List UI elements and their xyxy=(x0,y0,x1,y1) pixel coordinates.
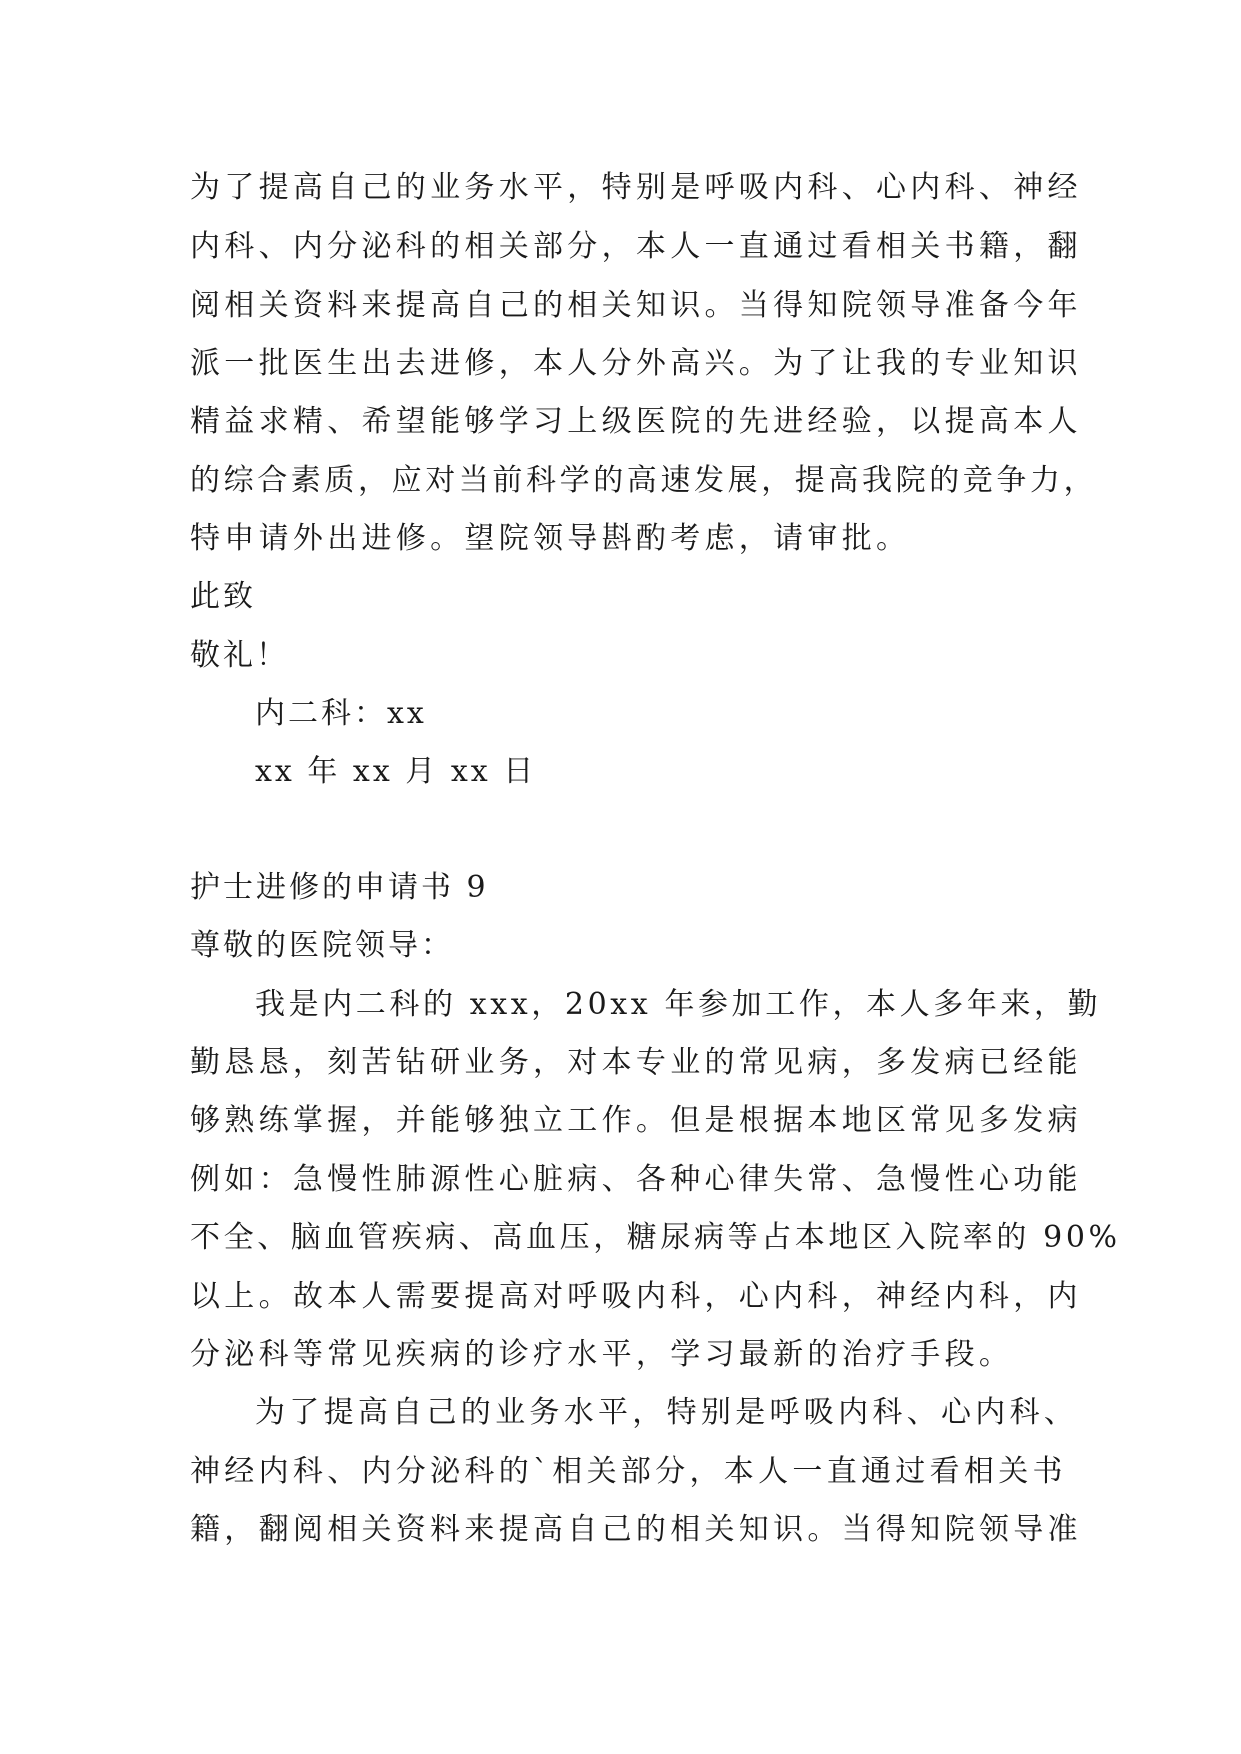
signature-date: xx 年 xx 月 xx 日 xyxy=(255,754,537,789)
letter-line-3: 够熟练掌握，并能够独立工作。但是根据本地区常见多发病 xyxy=(190,1103,1082,1138)
closing-regards: 敬礼！ xyxy=(190,638,289,673)
signature-department: 内二科：xx xyxy=(255,696,427,731)
body-line-6: 的综合素质，应对当前科学的高速发展，提高我院的竞争力， xyxy=(190,463,1098,498)
letter-line-1: 我是内二科的 xxx，20xx 年参加工作，本人多年来，勤 xyxy=(255,987,1102,1022)
letter-line-6: 以上。故本人需要提高对呼吸内科，心内科，神经内科，内 xyxy=(190,1279,1082,1314)
letter-line-4: 例如：急慢性肺源性心脏病、各种心律失常、急慢性心功能 xyxy=(190,1162,1082,1197)
body-line-1: 为了提高自己的业务水平，特别是呼吸内科、心内科、神经 xyxy=(190,170,1082,205)
letter-line-10: 籍，翻阅相关资料来提高自己的相关知识。当得知院领导准 xyxy=(190,1512,1082,1547)
letter-salutation: 尊敬的医院领导： xyxy=(190,928,454,963)
body-line-7: 特申请外出进修。望院领导斟酌考虑，请审批。 xyxy=(190,521,911,556)
closing-salutation: 此致 xyxy=(190,579,256,614)
section-title: 护士进修的申请书 9 xyxy=(190,870,489,905)
letter-line-5: 不全、脑血管疾病、高血压，糖尿病等占本地区入院率的 90% xyxy=(190,1220,1121,1255)
body-line-2: 内科、内分泌科的相关部分，本人一直通过看相关书籍，翻 xyxy=(190,229,1082,264)
letter-line-8: 为了提高自己的业务水平，特别是呼吸内科、心内科、 xyxy=(255,1395,1079,1430)
letter-line-7: 分泌科等常见疾病的诊疗水平，学习最新的治疗手段。 xyxy=(190,1337,1014,1372)
letter-line-2: 勤恳恳，刻苦钻研业务，对本专业的常见病，多发病已经能 xyxy=(190,1045,1082,1080)
body-line-4: 派一批医生出去进修，本人分外高兴。为了让我的专业知识 xyxy=(190,346,1082,381)
letter-line-9: 神经内科、内分泌科的`相关部分，本人一直通过看相关书 xyxy=(190,1454,1067,1489)
body-line-5: 精益求精、希望能够学习上级医院的先进经验，以提高本人 xyxy=(190,404,1082,439)
body-line-3: 阅相关资料来提高自己的相关知识。当得知院领导准备今年 xyxy=(190,288,1082,323)
